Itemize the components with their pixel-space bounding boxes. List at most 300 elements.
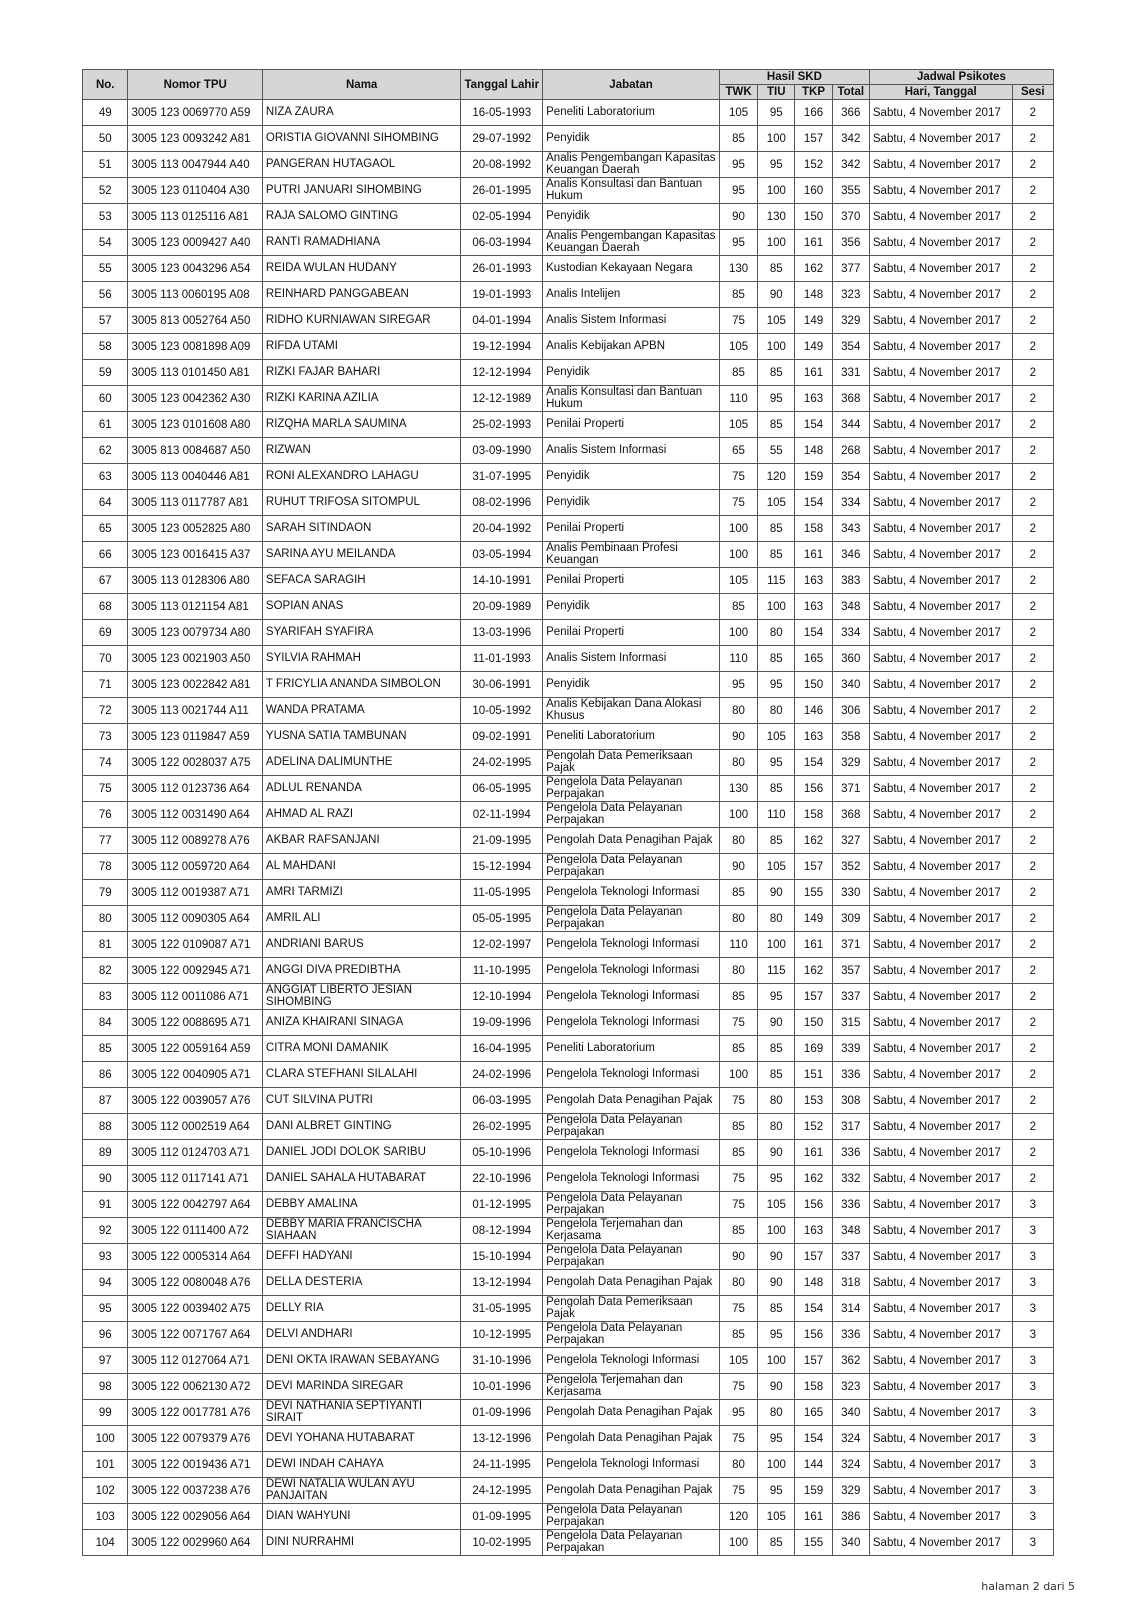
header-jabatan: Jabatan: [543, 70, 720, 100]
cell-nomor-tpu: 3005 113 0047944 A40: [128, 152, 262, 178]
table-row: [83, 1530, 1054, 1556]
table-row: [83, 464, 1054, 490]
cell-tiu: 85: [758, 360, 795, 386]
cell-total: 323: [832, 282, 869, 308]
cell-hari-tanggal: Sabtu, 4 November 2017: [869, 1270, 1012, 1296]
cell-hari-tanggal: Sabtu, 4 November 2017: [869, 724, 1012, 750]
cell-tiu: 120: [758, 464, 795, 490]
cell-sesi: 3: [1012, 1426, 1053, 1452]
header-nomor-tpu: Nomor TPU: [128, 70, 262, 100]
cell-no: 84: [83, 1010, 128, 1036]
cell-total: 324: [832, 1452, 869, 1478]
cell-nama: CITRA MONI DAMANIK: [262, 1036, 461, 1062]
cell-twk: 95: [719, 152, 757, 178]
cell-sesi: 2: [1012, 958, 1053, 984]
cell-jabatan: Penilai Properti: [543, 516, 720, 542]
cell-hari-tanggal: Sabtu, 4 November 2017: [869, 334, 1012, 360]
cell-tkp: 162: [795, 828, 832, 854]
cell-sesi: 2: [1012, 100, 1053, 126]
cell-jabatan: Pengelola Data Pelayanan Perpajakan: [543, 1114, 720, 1140]
cell-tiu: 115: [758, 958, 795, 984]
cell-nomor-tpu: 3005 113 0060195 A08: [128, 282, 262, 308]
cell-total: 337: [832, 984, 869, 1010]
cell-no: 102: [83, 1478, 128, 1504]
cell-tanggal-lahir: 31-05-1995: [461, 1296, 543, 1322]
cell-tanggal-lahir: 31-07-1995: [461, 464, 543, 490]
cell-tanggal-lahir: 02-05-1994: [461, 204, 543, 230]
cell-sesi: 2: [1012, 464, 1053, 490]
cell-nomor-tpu: 3005 122 0005314 A64: [128, 1244, 262, 1270]
cell-total: 306: [832, 698, 869, 724]
header-jadwal-psikotes: Jadwal Psikotes: [869, 70, 1053, 85]
cell-nomor-tpu: 3005 123 0081898 A09: [128, 334, 262, 360]
cell-tanggal-lahir: 10-02-1995: [461, 1530, 543, 1556]
table-row: [83, 1140, 1054, 1166]
cell-sesi: 2: [1012, 984, 1053, 1010]
cell-nomor-tpu: 3005 112 0089278 A76: [128, 828, 262, 854]
cell-tanggal-lahir: 05-05-1995: [461, 906, 543, 932]
cell-no: 100: [83, 1426, 128, 1452]
cell-tkp: 165: [795, 1400, 832, 1426]
cell-sesi: 2: [1012, 906, 1053, 932]
cell-tiu: 85: [758, 1062, 795, 1088]
cell-tanggal-lahir: 16-05-1993: [461, 100, 543, 126]
cell-sesi: 3: [1012, 1478, 1053, 1504]
cell-jabatan: Pengelola Data Pelayanan Perpajakan: [543, 854, 720, 880]
cell-total: 343: [832, 516, 869, 542]
cell-twk: 95: [719, 178, 757, 204]
cell-hari-tanggal: Sabtu, 4 November 2017: [869, 802, 1012, 828]
cell-twk: 110: [719, 932, 757, 958]
table-row: [83, 828, 1054, 854]
cell-total: 348: [832, 1218, 869, 1244]
cell-no: 78: [83, 854, 128, 880]
header-tiu: TIU: [758, 85, 795, 100]
cell-total: 355: [832, 178, 869, 204]
cell-sesi: 2: [1012, 386, 1053, 412]
cell-total: 330: [832, 880, 869, 906]
cell-sesi: 2: [1012, 308, 1053, 334]
cell-hari-tanggal: Sabtu, 4 November 2017: [869, 178, 1012, 204]
cell-tiu: 90: [758, 1374, 795, 1400]
cell-nama: DEVI MARINDA SIREGAR: [262, 1374, 461, 1400]
cell-tkp: 146: [795, 698, 832, 724]
cell-tiu: 105: [758, 490, 795, 516]
cell-twk: 95: [719, 1400, 757, 1426]
cell-tkp: 154: [795, 490, 832, 516]
cell-no: 51: [83, 152, 128, 178]
cell-nomor-tpu: 3005 122 0028037 A75: [128, 750, 262, 776]
cell-no: 50: [83, 126, 128, 152]
table-row: [83, 1322, 1054, 1348]
cell-jabatan: Analis Pengembangan Kapasitas Keuangan Daerah: [543, 230, 720, 256]
cell-jabatan: Penilai Properti: [543, 412, 720, 438]
header-no: No.: [83, 70, 128, 100]
cell-tiu: 100: [758, 932, 795, 958]
cell-total: 323: [832, 1374, 869, 1400]
cell-tiu: 130: [758, 204, 795, 230]
cell-twk: 105: [719, 568, 757, 594]
cell-tkp: 149: [795, 334, 832, 360]
cell-nama: AL MAHDANI: [262, 854, 461, 880]
cell-nama: SOPIAN ANAS: [262, 594, 461, 620]
table-body: [83, 100, 1054, 1556]
cell-hari-tanggal: Sabtu, 4 November 2017: [869, 464, 1012, 490]
cell-total: 336: [832, 1140, 869, 1166]
cell-hari-tanggal: Sabtu, 4 November 2017: [869, 282, 1012, 308]
header-tkp: TKP: [795, 85, 832, 100]
cell-jabatan: Analis Pembinaan Profesi Keuangan: [543, 542, 720, 568]
cell-no: 70: [83, 646, 128, 672]
cell-total: 336: [832, 1062, 869, 1088]
table-row: [83, 1010, 1054, 1036]
cell-tiu: 105: [758, 1192, 795, 1218]
cell-tkp: 153: [795, 1088, 832, 1114]
cell-no: 85: [83, 1036, 128, 1062]
cell-total: 329: [832, 308, 869, 334]
cell-hari-tanggal: Sabtu, 4 November 2017: [869, 1244, 1012, 1270]
cell-total: 362: [832, 1348, 869, 1374]
cell-nama: RIZWAN: [262, 438, 461, 464]
cell-sesi: 3: [1012, 1218, 1053, 1244]
cell-total: 336: [832, 1192, 869, 1218]
cell-hari-tanggal: Sabtu, 4 November 2017: [869, 308, 1012, 334]
cell-tkp: 157: [795, 126, 832, 152]
cell-nomor-tpu: 3005 123 0069770 A59: [128, 100, 262, 126]
cell-no: 69: [83, 620, 128, 646]
cell-tkp: 161: [795, 1504, 832, 1530]
cell-nama: AHMAD AL RAZI: [262, 802, 461, 828]
table-row: [83, 542, 1054, 568]
cell-tiu: 85: [758, 1036, 795, 1062]
cell-nama: REINHARD PANGGABEAN: [262, 282, 461, 308]
table-row: [83, 1452, 1054, 1478]
cell-tkp: 163: [795, 568, 832, 594]
cell-tiu: 85: [758, 1296, 795, 1322]
cell-no: 90: [83, 1166, 128, 1192]
cell-nomor-tpu: 3005 123 0119847 A59: [128, 724, 262, 750]
cell-total: 329: [832, 750, 869, 776]
cell-twk: 80: [719, 1270, 757, 1296]
cell-sesi: 2: [1012, 750, 1053, 776]
cell-nama: YUSNA SATIA TAMBUNAN: [262, 724, 461, 750]
cell-twk: 85: [719, 880, 757, 906]
cell-tkp: 157: [795, 1244, 832, 1270]
table-row: [83, 646, 1054, 672]
cell-hari-tanggal: Sabtu, 4 November 2017: [869, 984, 1012, 1010]
cell-nomor-tpu: 3005 123 0042362 A30: [128, 386, 262, 412]
cell-jabatan: Penyidik: [543, 204, 720, 230]
cell-nomor-tpu: 3005 122 0039057 A76: [128, 1088, 262, 1114]
cell-nama: DANI ALBRET GINTING: [262, 1114, 461, 1140]
cell-jabatan: Penyidik: [543, 126, 720, 152]
cell-nomor-tpu: 3005 112 0019387 A71: [128, 880, 262, 906]
cell-total: 371: [832, 932, 869, 958]
cell-tanggal-lahir: 30-06-1991: [461, 672, 543, 698]
cell-twk: 75: [719, 1296, 757, 1322]
cell-tkp: 154: [795, 1296, 832, 1322]
cell-twk: 80: [719, 828, 757, 854]
cell-hari-tanggal: Sabtu, 4 November 2017: [869, 1452, 1012, 1478]
cell-tanggal-lahir: 06-03-1995: [461, 1088, 543, 1114]
cell-twk: 105: [719, 334, 757, 360]
cell-sesi: 2: [1012, 594, 1053, 620]
cell-jabatan: Pengolah Data Pemeriksaan Pajak: [543, 1296, 720, 1322]
cell-tkp: 158: [795, 516, 832, 542]
table-row: [83, 1400, 1054, 1426]
cell-no: 59: [83, 360, 128, 386]
table-row: [83, 126, 1054, 152]
cell-tiu: 100: [758, 230, 795, 256]
cell-twk: 85: [719, 1218, 757, 1244]
cell-tanggal-lahir: 22-10-1996: [461, 1166, 543, 1192]
cell-tiu: 85: [758, 516, 795, 542]
cell-hari-tanggal: Sabtu, 4 November 2017: [869, 100, 1012, 126]
cell-nomor-tpu: 3005 122 0079379 A76: [128, 1426, 262, 1452]
table-row: [83, 880, 1054, 906]
cell-hari-tanggal: Sabtu, 4 November 2017: [869, 1530, 1012, 1556]
cell-nama: ANIZA KHAIRANI SINAGA: [262, 1010, 461, 1036]
cell-twk: 75: [719, 1166, 757, 1192]
table-row: [83, 984, 1054, 1010]
cell-hari-tanggal: Sabtu, 4 November 2017: [869, 620, 1012, 646]
cell-tanggal-lahir: 01-09-1995: [461, 1504, 543, 1530]
cell-jabatan: Pengelola Data Pelayanan Perpajakan: [543, 776, 720, 802]
cell-tanggal-lahir: 06-05-1995: [461, 776, 543, 802]
cell-total: 332: [832, 1166, 869, 1192]
cell-hari-tanggal: Sabtu, 4 November 2017: [869, 490, 1012, 516]
table-row: [83, 906, 1054, 932]
cell-twk: 105: [719, 412, 757, 438]
cell-twk: 85: [719, 984, 757, 1010]
cell-tanggal-lahir: 15-10-1994: [461, 1244, 543, 1270]
cell-tiu: 95: [758, 100, 795, 126]
cell-tiu: 85: [758, 776, 795, 802]
cell-nama: PANGERAN HUTAGAOL: [262, 152, 461, 178]
cell-jabatan: Pengolah Data Penagihan Pajak: [543, 1426, 720, 1452]
cell-nomor-tpu: 3005 112 0090305 A64: [128, 906, 262, 932]
cell-nomor-tpu: 3005 123 0052825 A80: [128, 516, 262, 542]
cell-sesi: 2: [1012, 698, 1053, 724]
cell-tanggal-lahir: 10-12-1995: [461, 1322, 543, 1348]
cell-nama: AKBAR RAFSANJANI: [262, 828, 461, 854]
cell-tanggal-lahir: 24-02-1996: [461, 1062, 543, 1088]
cell-nama: ANGGIAT LIBERTO JESIAN SIHOMBING: [262, 984, 461, 1010]
cell-jabatan: Analis Kebijakan APBN: [543, 334, 720, 360]
cell-total: 360: [832, 646, 869, 672]
cell-no: 49: [83, 100, 128, 126]
table-row: [83, 672, 1054, 698]
cell-hari-tanggal: Sabtu, 4 November 2017: [869, 1504, 1012, 1530]
cell-jabatan: Kustodian Kekayaan Negara: [543, 256, 720, 282]
cell-sesi: 2: [1012, 932, 1053, 958]
cell-sesi: 2: [1012, 828, 1053, 854]
cell-no: 98: [83, 1374, 128, 1400]
cell-jabatan: Analis Sistem Informasi: [543, 308, 720, 334]
cell-jabatan: Pengelola Data Pelayanan Perpajakan: [543, 1322, 720, 1348]
cell-jabatan: Pengelola Teknologi Informasi: [543, 984, 720, 1010]
table-row: [83, 516, 1054, 542]
cell-tiu: 95: [758, 1166, 795, 1192]
cell-nama: DELVI ANDHARI: [262, 1322, 461, 1348]
table-row: [83, 958, 1054, 984]
cell-sesi: 2: [1012, 724, 1053, 750]
cell-nomor-tpu: 3005 112 0123736 A64: [128, 776, 262, 802]
cell-no: 66: [83, 542, 128, 568]
cell-tanggal-lahir: 25-02-1993: [461, 412, 543, 438]
cell-sesi: 2: [1012, 412, 1053, 438]
cell-no: 63: [83, 464, 128, 490]
cell-tkp: 148: [795, 438, 832, 464]
cell-twk: 85: [719, 1140, 757, 1166]
cell-jabatan: Analis Pengembangan Kapasitas Keuangan Daerah: [543, 152, 720, 178]
cell-tanggal-lahir: 29-07-1992: [461, 126, 543, 152]
cell-tanggal-lahir: 24-12-1995: [461, 1478, 543, 1504]
cell-total: 340: [832, 672, 869, 698]
cell-hari-tanggal: Sabtu, 4 November 2017: [869, 1114, 1012, 1140]
table-row: [83, 1348, 1054, 1374]
cell-total: 342: [832, 152, 869, 178]
cell-tiu: 105: [758, 724, 795, 750]
cell-jabatan: Pengolah Data Pemeriksaan Pajak: [543, 750, 720, 776]
cell-tiu: 90: [758, 1010, 795, 1036]
cell-nomor-tpu: 3005 813 0052764 A50: [128, 308, 262, 334]
cell-jabatan: Peneliti Laboratorium: [543, 1036, 720, 1062]
cell-total: 324: [832, 1426, 869, 1452]
cell-tanggal-lahir: 12-02-1997: [461, 932, 543, 958]
table-row: [83, 1504, 1054, 1530]
cell-no: 56: [83, 282, 128, 308]
cell-twk: 105: [719, 1348, 757, 1374]
cell-tkp: 158: [795, 1374, 832, 1400]
cell-twk: 75: [719, 1478, 757, 1504]
cell-jabatan: Peneliti Laboratorium: [543, 724, 720, 750]
cell-hari-tanggal: Sabtu, 4 November 2017: [869, 880, 1012, 906]
cell-nomor-tpu: 3005 122 0029056 A64: [128, 1504, 262, 1530]
table-row: [83, 568, 1054, 594]
cell-nomor-tpu: 3005 122 0040905 A71: [128, 1062, 262, 1088]
table-row: [83, 1062, 1054, 1088]
cell-hari-tanggal: Sabtu, 4 November 2017: [869, 750, 1012, 776]
cell-no: 71: [83, 672, 128, 698]
cell-twk: 120: [719, 1504, 757, 1530]
cell-nomor-tpu: 3005 813 0084687 A50: [128, 438, 262, 464]
table-row: [83, 386, 1054, 412]
cell-tanggal-lahir: 19-12-1994: [461, 334, 543, 360]
cell-tkp: 157: [795, 854, 832, 880]
cell-sesi: 2: [1012, 282, 1053, 308]
cell-hari-tanggal: Sabtu, 4 November 2017: [869, 1296, 1012, 1322]
cell-tkp: 152: [795, 152, 832, 178]
cell-hari-tanggal: Sabtu, 4 November 2017: [869, 516, 1012, 542]
cell-tanggal-lahir: 11-05-1995: [461, 880, 543, 906]
cell-hari-tanggal: Sabtu, 4 November 2017: [869, 776, 1012, 802]
cell-tanggal-lahir: 13-12-1994: [461, 1270, 543, 1296]
cell-jabatan: Penyidik: [543, 672, 720, 698]
cell-tiu: 110: [758, 802, 795, 828]
table-row: [83, 698, 1054, 724]
cell-twk: 85: [719, 126, 757, 152]
header-sesi: Sesi: [1012, 85, 1053, 100]
cell-nomor-tpu: 3005 123 0022842 A81: [128, 672, 262, 698]
cell-hari-tanggal: Sabtu, 4 November 2017: [869, 1478, 1012, 1504]
cell-total: 346: [832, 542, 869, 568]
cell-tiu: 85: [758, 828, 795, 854]
cell-tiu: 105: [758, 308, 795, 334]
cell-tanggal-lahir: 19-09-1996: [461, 1010, 543, 1036]
cell-total: 314: [832, 1296, 869, 1322]
cell-hari-tanggal: Sabtu, 4 November 2017: [869, 1192, 1012, 1218]
cell-sesi: 2: [1012, 490, 1053, 516]
cell-sesi: 2: [1012, 1140, 1053, 1166]
cell-sesi: 2: [1012, 542, 1053, 568]
cell-sesi: 2: [1012, 1088, 1053, 1114]
cell-tiu: 90: [758, 282, 795, 308]
cell-sesi: 3: [1012, 1244, 1053, 1270]
cell-twk: 100: [719, 516, 757, 542]
cell-hari-tanggal: Sabtu, 4 November 2017: [869, 672, 1012, 698]
cell-jabatan: Analis Sistem Informasi: [543, 646, 720, 672]
cell-total: 334: [832, 490, 869, 516]
cell-tanggal-lahir: 31-10-1996: [461, 1348, 543, 1374]
cell-sesi: 3: [1012, 1400, 1053, 1426]
table-header: [83, 70, 1054, 100]
cell-sesi: 2: [1012, 620, 1053, 646]
cell-nomor-tpu: 3005 112 0059720 A64: [128, 854, 262, 880]
cell-tanggal-lahir: 20-09-1989: [461, 594, 543, 620]
cell-tanggal-lahir: 08-02-1996: [461, 490, 543, 516]
cell-nama: DEWI NATALIA WULAN AYU PANJAITAN: [262, 1478, 461, 1504]
table-row: [83, 334, 1054, 360]
table-row: [83, 438, 1054, 464]
cell-total: 386: [832, 1504, 869, 1530]
cell-sesi: 3: [1012, 1322, 1053, 1348]
cell-tanggal-lahir: 11-01-1993: [461, 646, 543, 672]
cell-hari-tanggal: Sabtu, 4 November 2017: [869, 256, 1012, 282]
cell-hari-tanggal: Sabtu, 4 November 2017: [869, 854, 1012, 880]
cell-sesi: 2: [1012, 1010, 1053, 1036]
cell-tkp: 161: [795, 542, 832, 568]
cell-nomor-tpu: 3005 112 0011086 A71: [128, 984, 262, 1010]
cell-nomor-tpu: 3005 112 0127064 A71: [128, 1348, 262, 1374]
table-row: [83, 360, 1054, 386]
cell-twk: 90: [719, 1244, 757, 1270]
cell-twk: 80: [719, 958, 757, 984]
cell-sesi: 2: [1012, 334, 1053, 360]
cell-no: 52: [83, 178, 128, 204]
cell-twk: 90: [719, 204, 757, 230]
cell-twk: 75: [719, 308, 757, 334]
cell-nomor-tpu: 3005 122 0109087 A71: [128, 932, 262, 958]
cell-tkp: 161: [795, 230, 832, 256]
cell-twk: 85: [719, 282, 757, 308]
cell-jabatan: Pengelola Data Pelayanan Perpajakan: [543, 1504, 720, 1530]
cell-hari-tanggal: Sabtu, 4 November 2017: [869, 1348, 1012, 1374]
table-row: [83, 1218, 1054, 1244]
cell-sesi: 2: [1012, 776, 1053, 802]
cell-nomor-tpu: 3005 123 0009427 A40: [128, 230, 262, 256]
cell-tiu: 90: [758, 1244, 795, 1270]
cell-tanggal-lahir: 01-12-1995: [461, 1192, 543, 1218]
cell-sesi: 2: [1012, 230, 1053, 256]
cell-tkp: 161: [795, 1140, 832, 1166]
cell-tiu: 95: [758, 984, 795, 1010]
cell-nama: ADELINA DALIMUNTHE: [262, 750, 461, 776]
cell-tiu: 105: [758, 1504, 795, 1530]
cell-tkp: 161: [795, 932, 832, 958]
cell-total: 352: [832, 854, 869, 880]
cell-jabatan: Pengelola Teknologi Informasi: [543, 1348, 720, 1374]
